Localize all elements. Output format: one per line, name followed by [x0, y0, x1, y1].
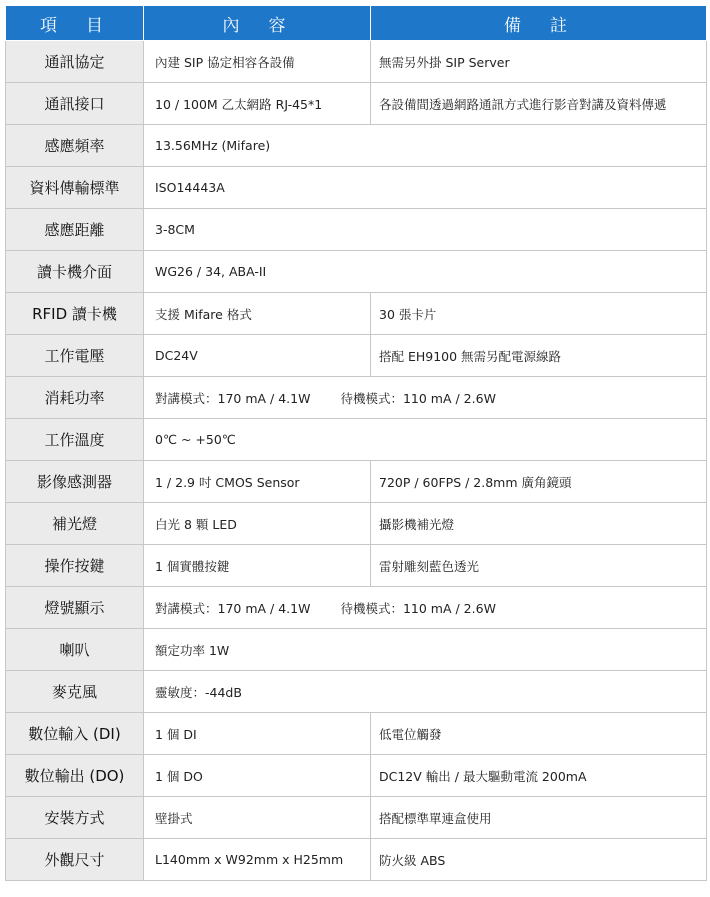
row-content: L140mm x W92mm x H25mm [144, 839, 371, 881]
row-label: 通訊接口 [6, 83, 144, 125]
table-row [6, 797, 707, 839]
row-note: 720P / 60FPS / 2.8mm 廣角鏡頭 [371, 461, 707, 503]
header-note: 備 註 [371, 6, 707, 41]
row-label: 數位輸出 (DO) [6, 755, 144, 797]
row-note: 無需另外掛 SIP Server [371, 41, 707, 83]
row-label: 喇叭 [6, 629, 144, 671]
table-row [6, 251, 707, 293]
row-content-primary: 對講模式：170 mA / 4.1W [155, 390, 311, 406]
row-label: 工作電壓 [6, 335, 144, 377]
header-content: 內 容 [144, 6, 371, 41]
row-label: 燈號顯示 [6, 587, 144, 629]
row-label: 安裝方式 [6, 797, 144, 839]
table-row [6, 293, 707, 335]
row-content: DC24V [144, 335, 371, 377]
table-row [6, 671, 707, 713]
row-note: 低電位觸發 [371, 713, 707, 755]
table-row [6, 419, 707, 461]
table-header-row [6, 6, 707, 41]
row-content [144, 587, 707, 629]
table-row [6, 83, 707, 125]
row-note: 各設備間透過網路通訊方式進行影音對講及資料傳遞 [371, 83, 707, 125]
row-content: 支援 Mifare 格式 [144, 293, 371, 335]
row-label: 感應距離 [6, 209, 144, 251]
table-row [6, 503, 707, 545]
row-content: 白光 8 顆 LED [144, 503, 371, 545]
row-content [144, 377, 707, 419]
row-note: DC12V 輸出 / 最大驅動電流 200mA [371, 755, 707, 797]
row-content: 1 個實體按鍵 [144, 545, 371, 587]
row-note: 30 張卡片 [371, 293, 707, 335]
row-label: 操作按鍵 [6, 545, 144, 587]
row-content: 10 / 100M 乙太網路 RJ-45*1 [144, 83, 371, 125]
row-content: 壁掛式 [144, 797, 371, 839]
row-label: 外觀尺寸 [6, 839, 144, 881]
table-row [6, 461, 707, 503]
spec-table-body [6, 41, 707, 881]
table-row [6, 545, 707, 587]
row-label: 消耗功率 [6, 377, 144, 419]
row-label: 感應頻率 [6, 125, 144, 167]
table-row [6, 755, 707, 797]
row-content: 內建 SIP 協定相容各設備 [144, 41, 371, 83]
row-content: 3-8CM [144, 209, 707, 251]
table-row [6, 587, 707, 629]
table-row [6, 839, 707, 881]
table-row [6, 335, 707, 377]
row-content: 1 個 DI [144, 713, 371, 755]
row-label: RFID 讀卡機 [6, 293, 144, 335]
row-note: 攝影機補光燈 [371, 503, 707, 545]
table-row [6, 377, 707, 419]
row-content-secondary: 待機模式：110 mA / 2.6W [340, 390, 496, 406]
row-content: 靈敏度：-44dB [144, 671, 707, 713]
row-content: WG26 / 34, ABA-II [144, 251, 707, 293]
table-row [6, 713, 707, 755]
table-row [6, 125, 707, 167]
row-note: 防火級 ABS [371, 839, 707, 881]
table-row [6, 209, 707, 251]
table-row [6, 41, 707, 83]
row-content-primary: 對講模式：170 mA / 4.1W [155, 600, 311, 616]
row-content: ISO14443A [144, 167, 707, 209]
row-note: 搭配 EH9100 無需另配電源線路 [371, 335, 707, 377]
row-note: 雷射雕刻藍色透光 [371, 545, 707, 587]
row-label: 影像感測器 [6, 461, 144, 503]
header-item: 項 目 [6, 6, 144, 41]
row-content: 0℃ ~ +50℃ [144, 419, 707, 461]
row-label: 讀卡機介面 [6, 251, 144, 293]
row-label: 補光燈 [6, 503, 144, 545]
row-label: 工作溫度 [6, 419, 144, 461]
row-content: 1 個 DO [144, 755, 371, 797]
row-note: 搭配標準單連盒使用 [371, 797, 707, 839]
row-label: 數位輸入 (DI) [6, 713, 144, 755]
row-label: 麥克風 [6, 671, 144, 713]
table-row [6, 167, 707, 209]
row-content: 額定功率 1W [144, 629, 707, 671]
table-row [6, 629, 707, 671]
row-label: 資料傳輸標準 [6, 167, 144, 209]
spec-table [5, 5, 707, 881]
row-content-secondary: 待機模式：110 mA / 2.6W [340, 600, 496, 616]
row-content: 1 / 2.9 吋 CMOS Sensor [144, 461, 371, 503]
row-label: 通訊協定 [6, 41, 144, 83]
row-content: 13.56MHz (Mifare) [144, 125, 707, 167]
